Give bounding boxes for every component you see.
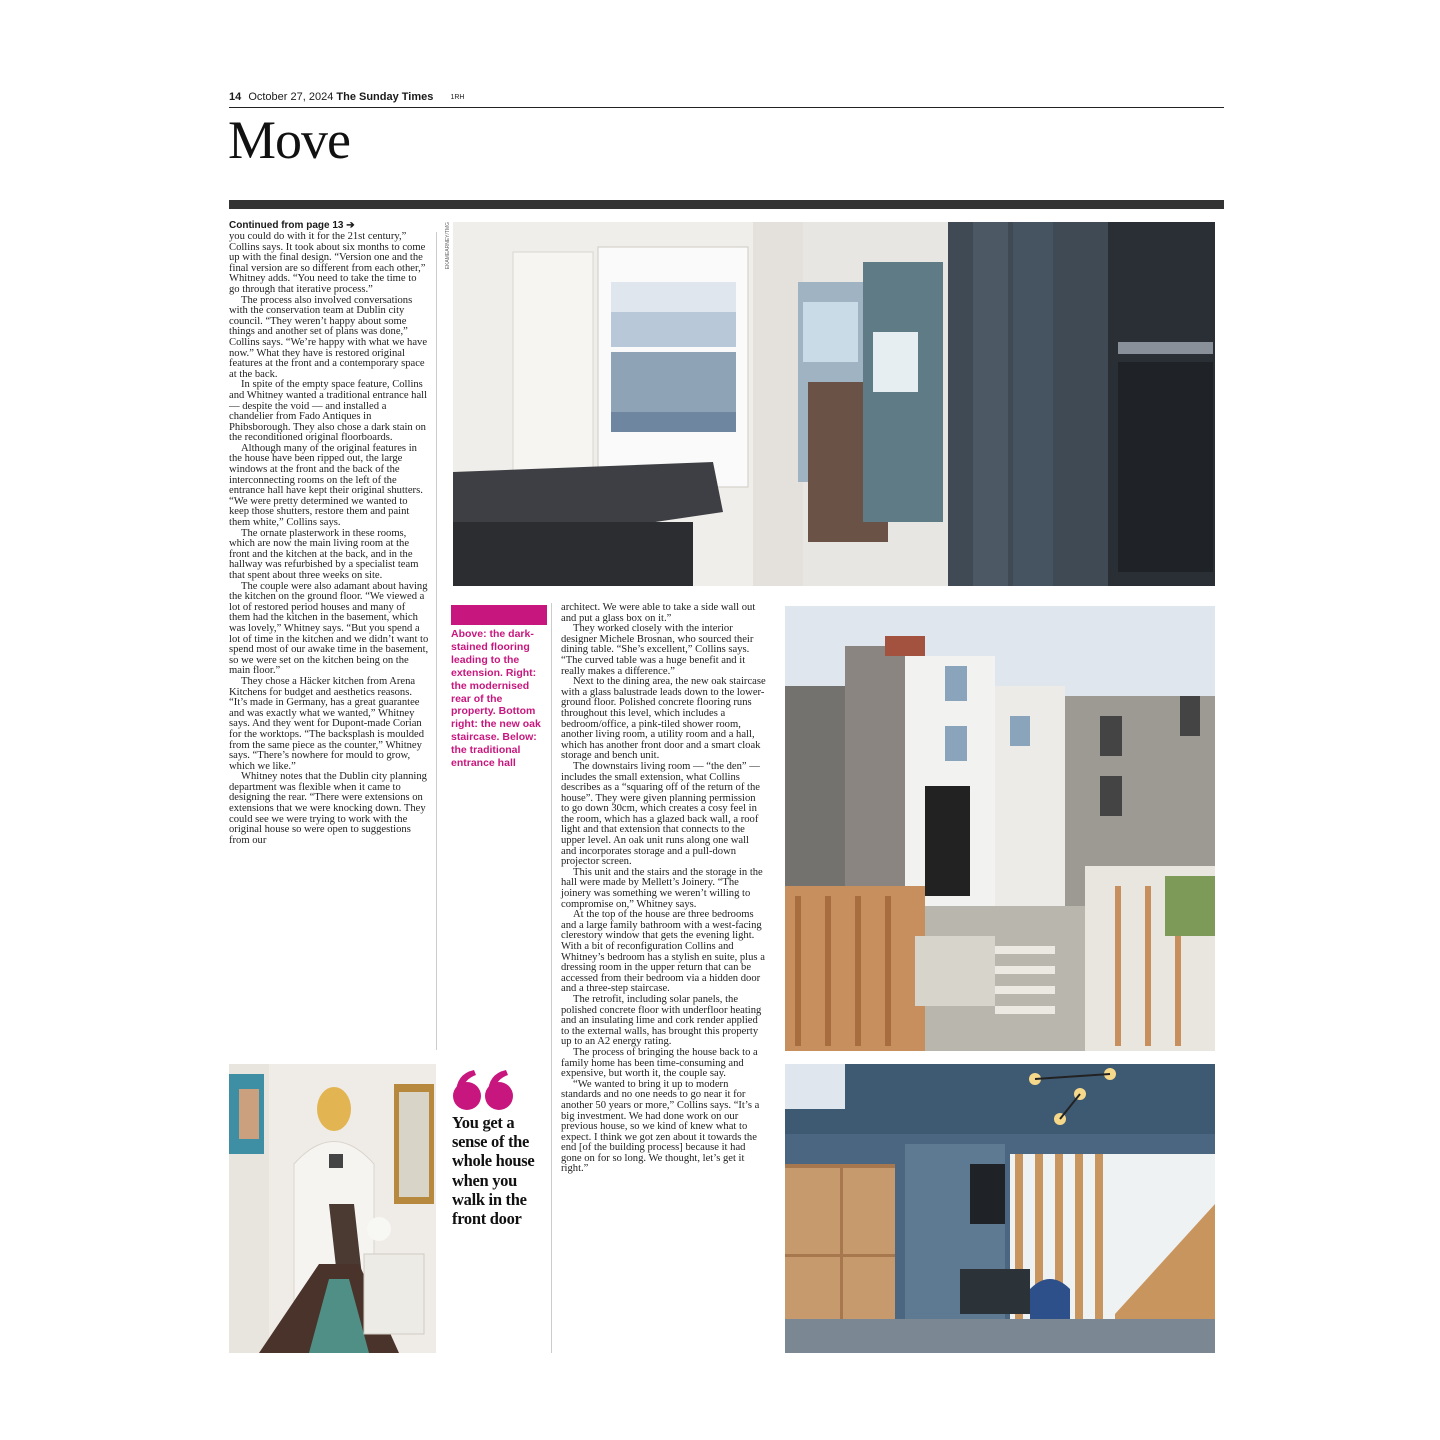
quote-icon [452,1068,516,1112]
page-number: 14 [229,91,242,103]
paragraph: This unit and the stairs and the storage in the hall were made by Mellett’s Joinery. “The joinery was something we weren’t willing to compromise on,” Whitney says. [561,866,763,910]
paragraph: The process of bringing the house back to a family home has been time-consuming and expensive, but worth it, the couple say. [561,1046,758,1080]
column-divider [551,603,552,1353]
rear-exterior-photo [785,606,1215,1051]
photo-caption: Above: the dark-stained flooring leading to the extension. Right: the modernised rear of the property. Bottom right: the new oak staircase. Below: the traditional entrance hall [451,628,541,770]
paragraph: architect. We were able to take a side wall out and put a glass box on it.” [561,602,756,624]
publication-name: The Sunday Times [336,91,434,103]
oak-staircase-photo [785,1064,1215,1353]
paragraph: you could do with it for the 21st century,” Collins says. It took about six months to come up with the final design. “Version one and the final version are so different from each other,” Whitney adds. “You need to take the time to go through that iterative process.” [229,231,426,295]
issue-date: October 27, 2024 [248,91,334,103]
paragraph: They worked closely with the interior designer Michele Brosnan, who sourced their dining table. “She’s excellent,” Collins says. “The curved table was a huge benefit and it really makes a difference.” [561,623,754,677]
edition-code: 1RH [450,93,465,101]
photo-credit: EKAMEARNEY/TMG [445,222,451,270]
paragraph: Next to the dining area, the new oak staircase with a glass balustrade leads down to the lower-ground floor. Polished concrete flooring runs throughout this level, which includes a bedroom/office, a pink-tiled shower room, another living room, a utility room and a hall, which has another front door and a smart cloak storage and bench unit. [561,676,766,762]
kitchen-photo [453,222,1215,586]
article-column-3 [561,603,766,1175]
section-bar [229,200,1224,209]
paragraph: They chose a Häcker kitchen from Arena Kitchens for budget and aesthetics reasons. “It’s made in Germany, has a great guarantee and was exactly what we wanted,” Whitney says. And they went for Dupont-made Corian for the worktops. “The backsplash is moulded from the same piece as the counter,” Whitney says. “There’s nowhere for mould to grow, which we like.” [229,675,425,772]
header-rule [229,107,1224,108]
paragraph: The couple were also adamant about having the kitchen on the ground floor. “We viewed a lot of restored period houses and many of them had the kitchen in the basement, which was lovely,” Whitney says. “But you spend a lot of time in the kitchen and we didn’t want to spend most of our awake time in the basement, so we were set on the kitchen being on the main floor.” [229,580,429,677]
paragraph: In spite of the empty space feature, Collins and Whitney wanted a traditional entrance hall — despite the void — and installed a chandelier from Fado Antiques in Phibsborough. They also chose a dark stain on the reconditioned original floorboards. [229,379,428,444]
continued-label: Continued from page 13 ➔ [229,220,355,231]
article-column-1 [229,232,429,846]
paragraph: “We wanted to bring it up to modern standards and no one needs to go near it for another 50 years or more,” Collins says. “It’s a big investment. We had done work on our previous house, so we kind of knew what to expect. I think we got zen about it towards the end [of the building process] because it had gone on for so long. We thought, let’s get it right.” [561,1078,760,1175]
paragraph: Although many of the original features in the house have been ripped out, the large windows at the front and the back of the interconnecting rooms on the left of the entrance hall have kept their original shutters. “We were pretty determined we wanted to keep those shutters, restore them and paint them white,” Collins says. [229,442,423,529]
paragraph: The ornate plasterwork in these rooms, which are now the main living room at the front and the kitchen at the back, and in the hallway was refurbished by a specialist team that spent about three weeks on site. [229,527,419,581]
column-divider [436,232,437,1050]
section-title: Move [228,110,350,170]
caption-accent-bar [451,605,547,625]
entrance-hall-photo [229,1064,436,1353]
paragraph: The retrofit, including solar panels, the polished concrete floor with underfloor heating and an insulating lime and cork render applied to the external walls, has brought this property up to an A2 energy rating. [561,993,762,1048]
paragraph: Whitney notes that the Dublin city planning department was flexible when it came to designing the rear. “There were extensions on extensions that we were knocking down. They could see we were trying to work with the original house so were open to suggestions from our [229,771,427,846]
paragraph: The process also involved conversations with the conservation team at Dublin city council. “They weren’t happy about some things and another set of plans was done,” Collins says. “We’re happy with what we have now.” What they have is restored original features at the front and a contemporary space at the back. [229,294,428,380]
folio-line [229,91,1224,107]
paragraph: The downstairs living room — “the den” — includes the small extension, what Collins describes as a “squaring off of the return of the house”. They were given planning permission to go down 30cm, which creates a cosy feel in the room, which has a glazed back wall, a roof light and that extension that connects to the upper level. An oak unit runs along one wall and incorporates storage and a pull-down projector screen. [561,760,760,868]
pull-quote: You get a sense of the whole house when you walk in the front door [452,1113,535,1229]
paragraph: At the top of the house are three bedrooms and a large family bathroom with a west-facing clerestory window that gets the evening light. With a bit of reconfiguration Collins and Whitney’s bedroom has a stylish en suite, plus a dressing room in the upper return that can be accessed from their bedroom via a hidden door and a three-step staircase. [561,909,765,995]
